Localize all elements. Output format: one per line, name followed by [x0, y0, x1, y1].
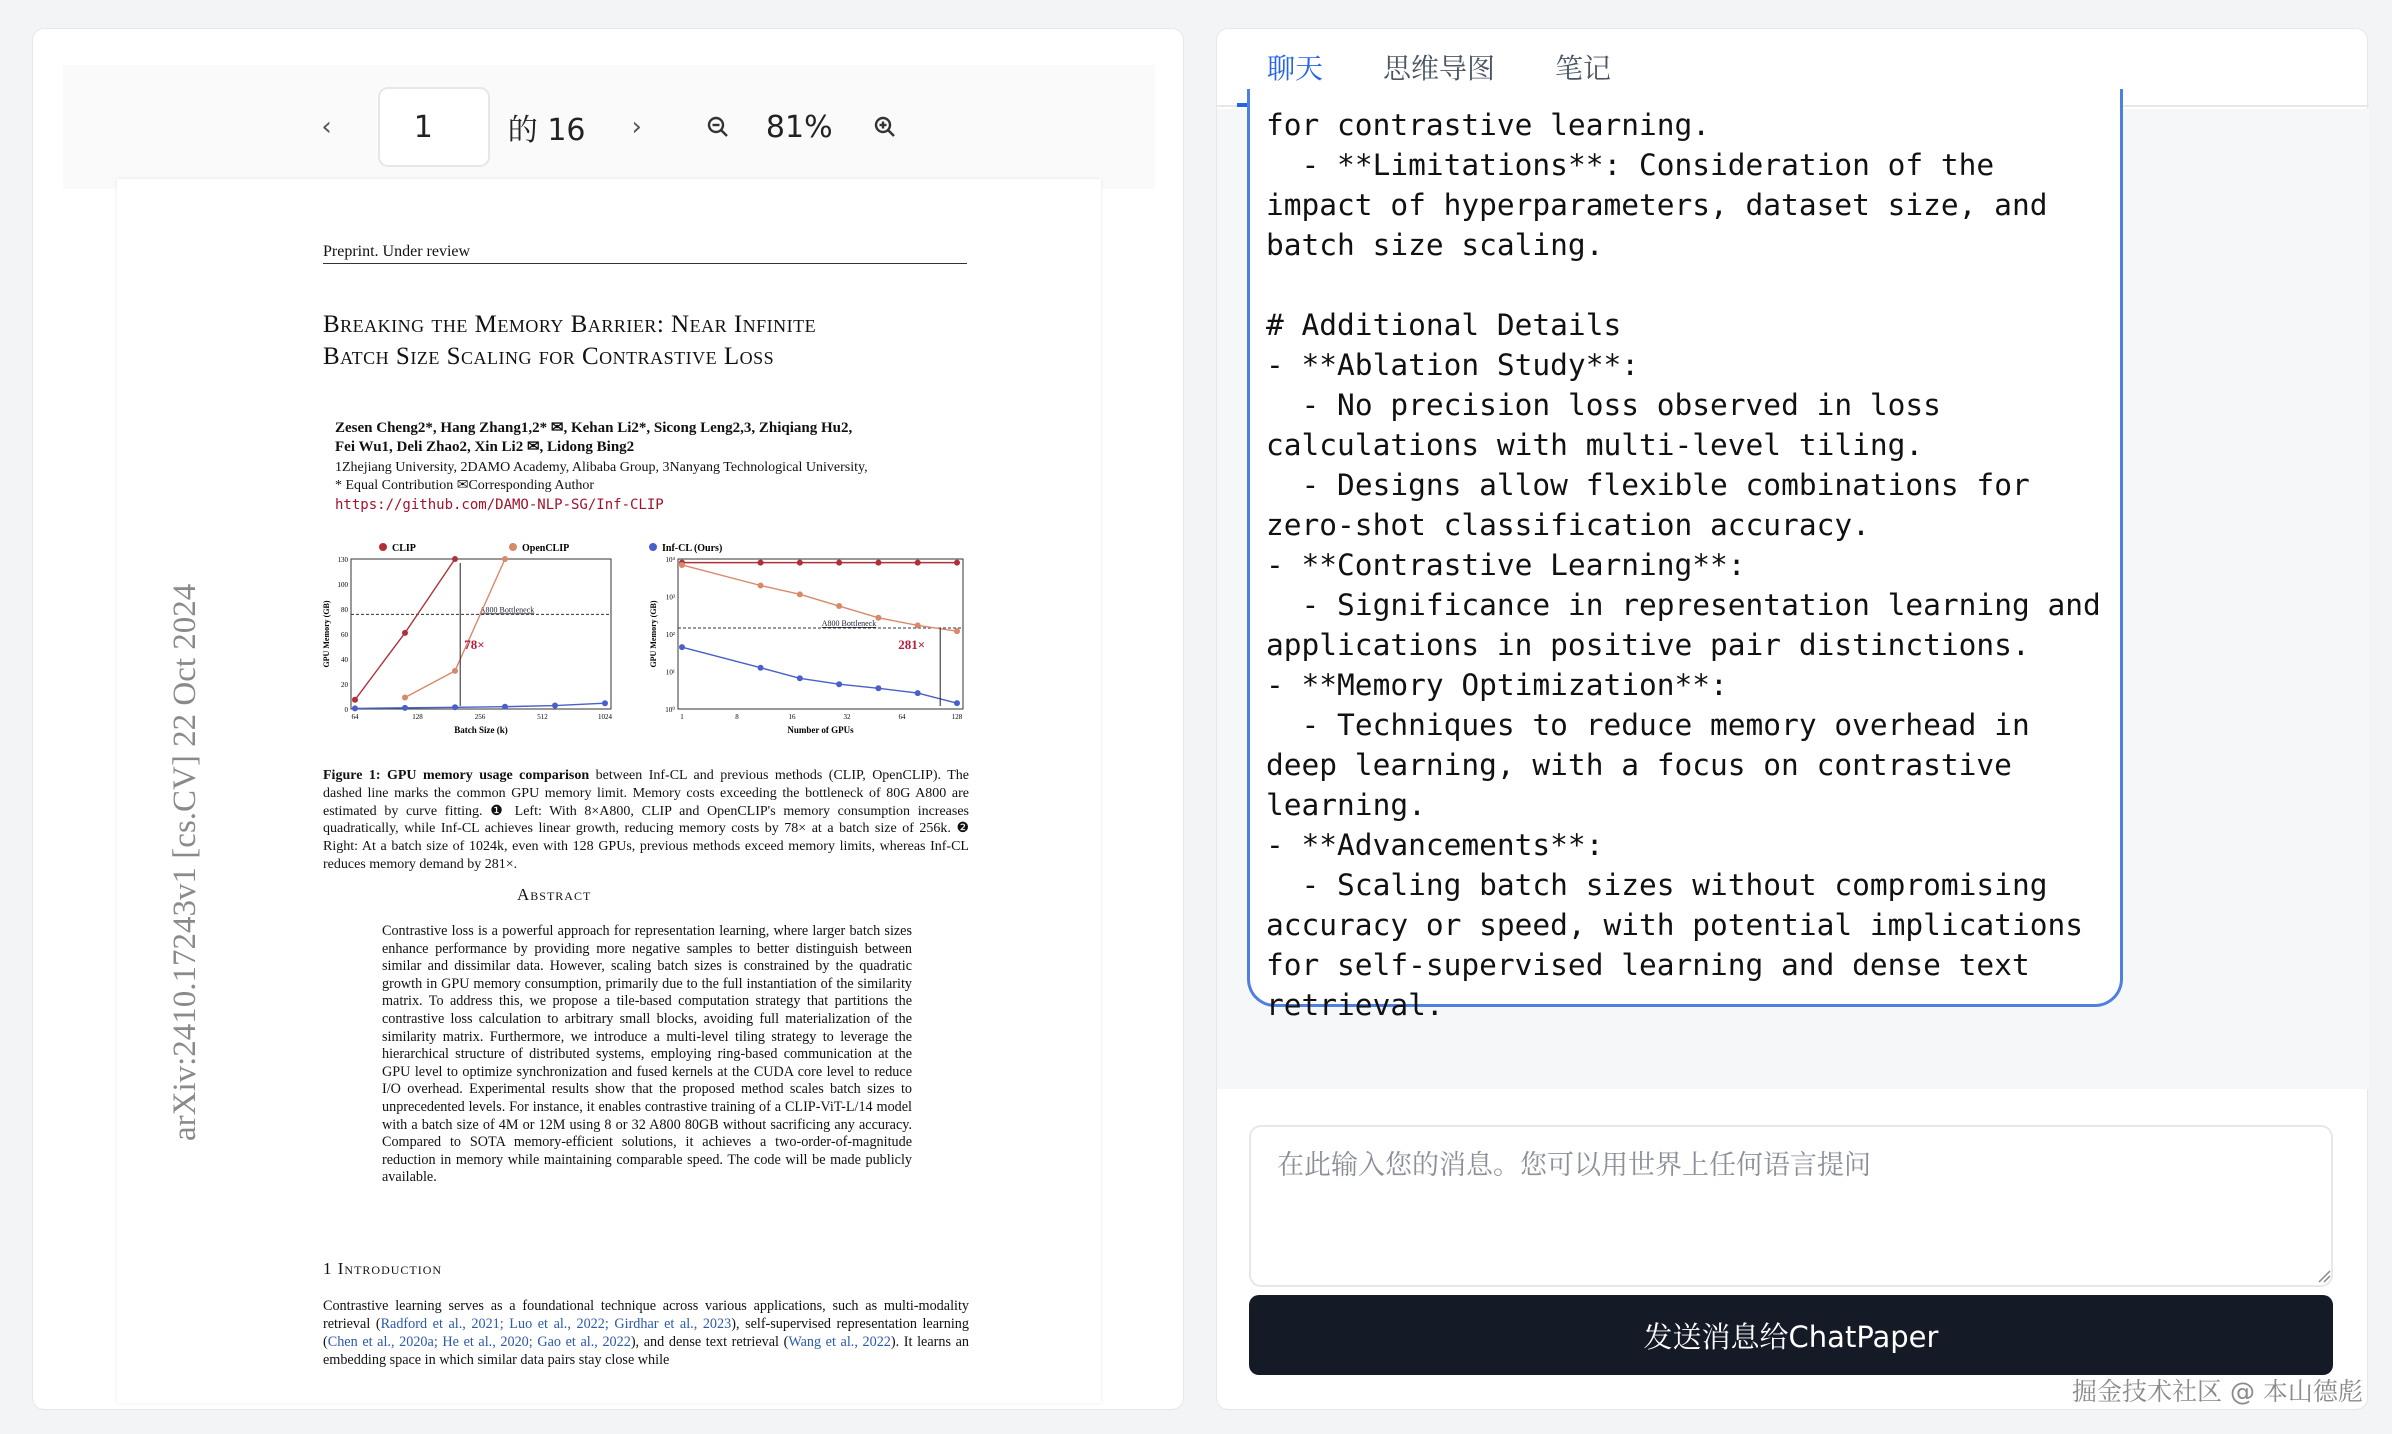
title-line: Breaking the Memory Barrier: Near Infinite [323, 311, 817, 338]
data-point [915, 560, 921, 566]
y-tick-label: 10³ [665, 593, 675, 602]
tab-notes[interactable]: 笔记 [1555, 52, 1612, 85]
y-tick-label: 100 [337, 581, 348, 589]
pdf-viewer-panel [32, 28, 1184, 1410]
intro-part: Contrastive learning serves as a foundational technique across various applications, such as multi-modality retrieval ( [323, 1298, 969, 1332]
series-line [682, 565, 957, 631]
y-tick-label: 10⁰ [665, 706, 675, 714]
preprint-header: Preprint. Under review [323, 243, 967, 264]
message-input[interactable] [1249, 1125, 2333, 1287]
chat-messages[interactable] [1217, 109, 2369, 1089]
citation-link[interactable]: Radford et al., 2021; Luo et al., 2022; Girdhar et al., 2023 [380, 1316, 732, 1332]
chart-right [649, 556, 963, 735]
intro-part: ). It learns an embedding space in which similar data pairs stay close while [323, 1334, 969, 1368]
x-tick-label: 256 [474, 713, 486, 721]
x-tick-label: 1024 [598, 713, 612, 721]
data-point [875, 685, 881, 691]
figure-caption [323, 767, 969, 874]
data-point [836, 560, 842, 566]
series-line [355, 703, 605, 708]
data-point [954, 628, 960, 634]
intro-part: ), and dense text retrieval ( [630, 1334, 789, 1350]
bottleneck-label: A800 Bottleneck [479, 605, 535, 615]
data-point [402, 630, 408, 636]
caption-text: between Inf-CL and previous methods (CLIP, OpenCLIP). The dashed line marks the common GPU memory limit. Memory costs exceeding the bottleneck of 80G A800 are estimated by curve fitting. ❶ Left: With 8×A800, CLIP and OpenCLIP's memory consumption increases quadratically, while Inf-CL achieves linear growth, reducing memory costs by 78× at a batch size of 256k. ❷ Right: At a batch size of 1024k, even with 128 GPUs, previous methods exceed memory limits, whereas Inf-CL reduces memory demand by 281×. [323, 768, 970, 872]
y-tick-label: 10² [665, 631, 675, 639]
chat-panel [1216, 28, 2368, 1410]
data-point [552, 703, 558, 709]
y-tick-label: 130 [337, 556, 348, 564]
data-point [797, 675, 803, 681]
data-point [915, 622, 921, 628]
repo-link[interactable]: https://github.com/DAMO-NLP-SG/Inf-CLIP [335, 497, 664, 513]
zoom-in-icon[interactable] [873, 115, 897, 139]
y-tick-label: 10⁴ [665, 556, 675, 564]
data-point [954, 700, 960, 706]
data-point [797, 560, 803, 566]
abstract-heading: Abstract [517, 885, 592, 904]
x-tick-label: 8 [735, 713, 739, 721]
data-point [352, 705, 358, 711]
authors [335, 419, 995, 457]
legend-marker [509, 543, 517, 551]
y-tick-label: 40 [341, 656, 348, 664]
data-point [602, 700, 608, 706]
data-point [452, 668, 458, 674]
zoom-level: 81% [765, 109, 833, 145]
legend-marker [379, 543, 387, 551]
pdf-toolbar [63, 65, 1155, 189]
intro-part: ), self-supervised representation learning ( [323, 1316, 969, 1350]
y-tick-label: 20 [341, 681, 348, 689]
data-point [915, 690, 921, 696]
citation-link[interactable]: Chen et al., 2020a; He et al., 2020; Gao et al., 2022 [327, 1334, 631, 1350]
y-tick-label: 0 [344, 706, 348, 714]
x-axis-label: Batch Size (k) [454, 725, 508, 735]
annotation-label: 78× [464, 637, 485, 652]
page-count: 的 16 [507, 113, 586, 148]
data-point [954, 560, 960, 566]
next-page-button[interactable]: › [631, 112, 642, 142]
intro-text [323, 1297, 969, 1369]
paper-title [323, 309, 983, 373]
page-number-input[interactable] [378, 87, 490, 167]
arxiv-stamp: arXiv:2410.17243v1 [cs.CV] 22 Oct 2024 [167, 583, 203, 1141]
data-point [402, 705, 408, 711]
caption-bold: Figure 1: GPU memory usage comparison [323, 768, 590, 783]
chart-left [322, 556, 613, 735]
data-point [758, 560, 764, 566]
annotation-label: 281× [898, 637, 926, 652]
data-point [352, 697, 358, 703]
data-point [836, 681, 842, 687]
series-line [405, 559, 505, 697]
contribution-note: * Equal Contribution ✉Corresponding Author [335, 478, 595, 493]
tab-mindmap[interactable]: 思维导图 [1383, 52, 1496, 85]
bottleneck-label: A800 Bottleneck [821, 619, 877, 628]
title-line: Batch Size Scaling for Contrastive Loss [323, 343, 775, 370]
x-tick-label: 128 [951, 713, 963, 721]
plot-frame [678, 559, 963, 709]
data-point [502, 704, 508, 710]
x-tick-label: 32 [843, 713, 851, 721]
data-point [452, 704, 458, 710]
y-axis-label: GPU Memory (GB) [322, 600, 331, 668]
figure-legend [379, 543, 722, 554]
x-tick-label: 128 [412, 713, 423, 721]
x-tick-label: 512 [537, 713, 548, 721]
send-button[interactable]: 发送消息给ChatPaper [1249, 1295, 2333, 1375]
legend-label: CLIP [392, 543, 416, 554]
legend-marker [649, 543, 657, 551]
figure-1 [323, 539, 969, 759]
affiliations [335, 459, 995, 495]
plot-frame [351, 559, 611, 709]
y-tick-label: 60 [341, 631, 348, 639]
intro-heading: 1 Introduction [323, 1259, 443, 1278]
affiliation-line: 1Zhejiang University, 2DAMO Academy, Alibaba Group, 3Nanyang Technological University, [335, 460, 868, 475]
data-point [797, 591, 803, 597]
prev-page-button[interactable]: ‹ [321, 112, 332, 142]
data-point [502, 556, 508, 562]
y-tick-label: 80 [341, 606, 348, 614]
data-point [875, 615, 881, 621]
data-point [679, 562, 685, 568]
data-point [758, 665, 764, 671]
assistant-message [1247, 89, 2123, 1022]
pdf-page [117, 179, 1101, 1403]
resize-grip-icon[interactable] [2317, 1269, 2331, 1283]
data-point [836, 603, 842, 609]
abstract-text: Contrastive loss is a powerful approach for representation learning, where larger batch sizes enhance performance by providing more negative samples to better distinguish between similar and dissimilar data. However, scaling batch sizes is constrained by the quadratic growth in GPU memory consumption, primarily due to the full instantiation of the similarity matrix. To address this, we propose a tile-based computation strategy that partitions the contrastive loss calculation to arbitrary small blocks, avoiding full materialization of the similarity matrix. Furthermore, we introduce a multi-level tiling strategy to leverage the hierarchical structure of distributed systems, employing ring-based communication at the GPU level to optimize synchronization and fused kernels at the CUDA core level to reduce I/O overhead. Experimental results show that the proposed method scales batch sizes to unprecedented levels. For instance, it enables contrastive training of a CLIP-ViT-L/14 model with a batch size of 4M or 12M using 8 or 32 A800 80GB without sacrificing any accuracy. Compared to SOTA memory-efficient solutions, it achieves a two-order-of-magnitude reduction in memory while maintaining comparable speed. The code will be made publicly available. [382, 923, 912, 1186]
data-point [679, 644, 685, 650]
data-point [875, 560, 881, 566]
legend-label: Inf-CL (Ours) [662, 543, 723, 554]
y-axis-label: GPU Memory (GB) [649, 600, 658, 668]
x-tick-label: 1 [680, 713, 684, 721]
author-line: Zesen Cheng2*, Hang Zhang1,2* ✉, Kehan Li2*, Sicong Leng2,3, Zhiqiang Hu2, [335, 420, 853, 436]
x-axis-label: Number of GPUs [787, 725, 854, 735]
y-tick-label: 10¹ [665, 668, 675, 677]
x-tick-label: 64 [351, 713, 359, 721]
citation-link[interactable]: Wang et al., 2022 [788, 1334, 891, 1350]
data-point [758, 583, 764, 589]
message-text: for contrastive learning. - **Limitations**: Consideration of the impact of hyperparameters, dataset size, and batch size scaling. # Additional Details - **Ablation Study**: - No precision loss observed in loss calculations with multi-level tiling. - Designs allow flexible combinations for zero-shot classification accuracy. - **Contrastive Learning**: - Significance in representation learning and applications in positive pair distinctions. - **Memory Optimization**: - Techniques to reduce memory overhead in deep learning, with a focus on contrastive learning. - **Advancements**: - Scaling batch sizes without compromising accuracy or speed, with potential implications for self-supervised learning and dense text retrieval. [1266, 108, 2101, 1022]
watermark: 掘金技术社区 @ 本山德彪 [2072, 1377, 2363, 1406]
tab-chat[interactable]: 聊天 [1237, 29, 1353, 107]
legend-label: OpenCLIP [522, 543, 570, 554]
data-point [452, 556, 458, 562]
data-point [402, 694, 408, 700]
author-line: Fei Wu1, Deli Zhao2, Xin Li2 ✉, Lidong Bing2 [335, 439, 635, 455]
zoom-out-icon[interactable] [706, 115, 730, 139]
x-tick-label: 16 [788, 713, 796, 721]
x-tick-label: 64 [898, 713, 906, 721]
